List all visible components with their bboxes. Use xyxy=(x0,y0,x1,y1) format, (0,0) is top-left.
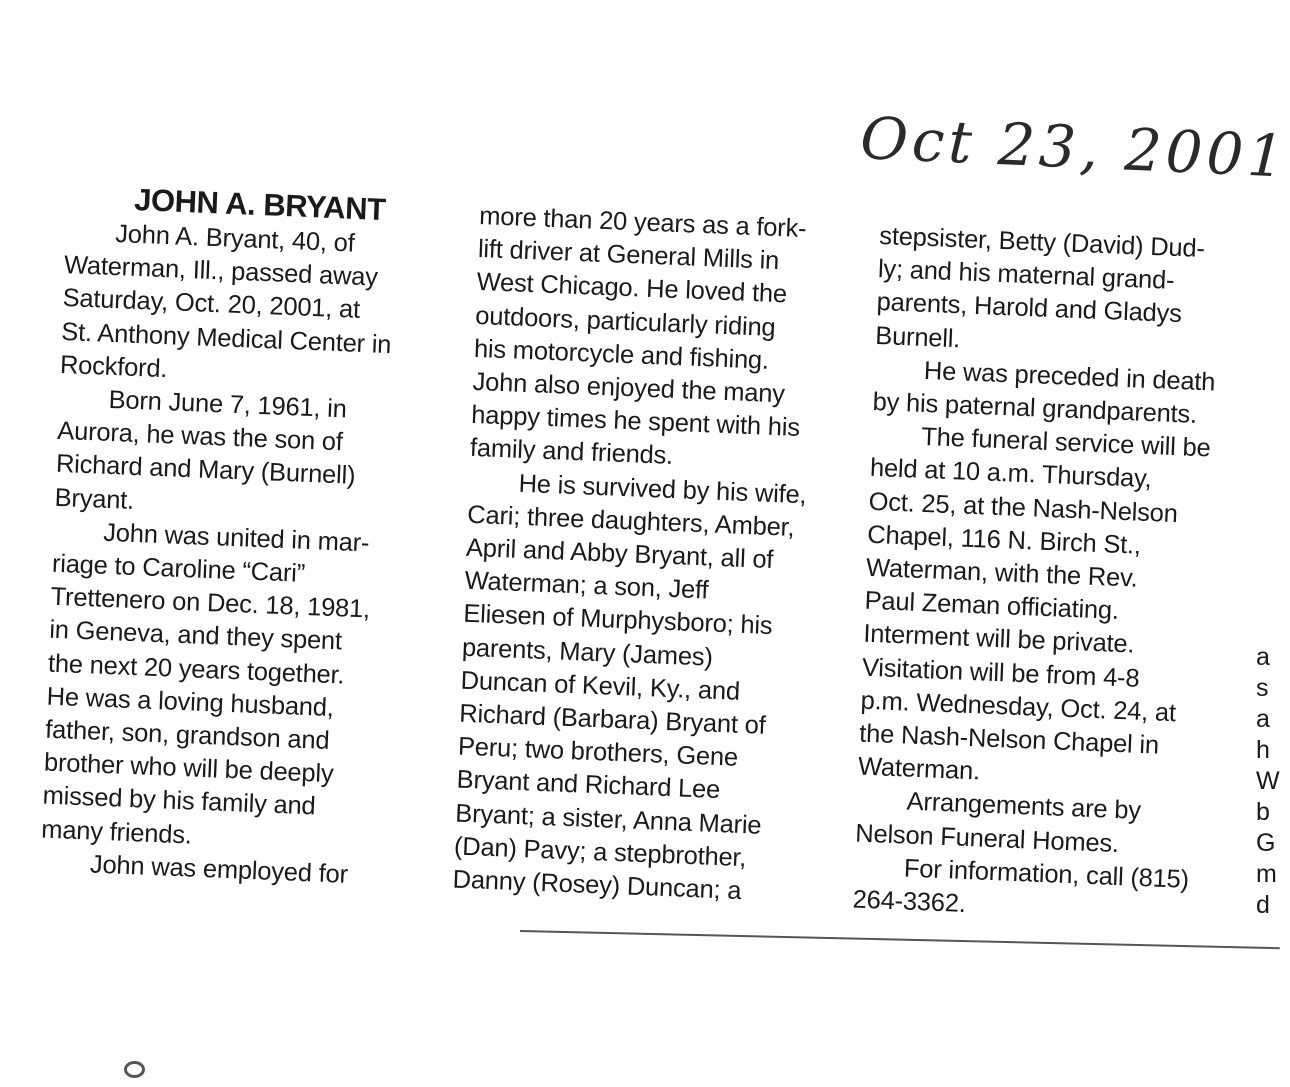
punch-hole-icon xyxy=(124,1061,145,1078)
handwritten-date: Oct 23, 2001 xyxy=(859,104,1290,191)
paragraph: John A. Bryant, 40, of Waterman, Ill., passed away Saturday, Oct. 20, 2001, at St. Anthony Medical Center in Rockford. xyxy=(59,220,392,383)
paragraph: stepsister, Betty (David) Dud- ly; and his maternal grand- parents, Harold and Gladys Burnell. xyxy=(874,221,1206,353)
column-3 xyxy=(852,220,1255,932)
paragraph: John was united in mar- riage to Caroline “Cari” Trettenero on Dec. 18, 1981, in Geneva, and they spent the next 20 years together. He was a loving husband, father, son, grandson and brother who will be deeply missed by his family and many friends. xyxy=(40,518,371,850)
paragraph: Born June 7, 1961, in Aurora, he was the son of Richard and Mary (Burnell) Bryant. xyxy=(54,385,356,515)
adjacent-column-fragment: a s a h W b G m d xyxy=(1256,643,1280,919)
obituary-headline: JOHN A. BRYANT xyxy=(133,182,387,228)
paragraph: Arrangements are by Nelson Funeral Homes. xyxy=(854,788,1142,858)
column-2 xyxy=(452,200,865,912)
paragraph: He was preceded in death by his paternal grandparents. xyxy=(872,356,1216,429)
paragraph: John was employed for xyxy=(89,850,349,889)
paragraph: more than 20 years as a fork- lift driver at General Mills in West Chicago. He loved the outdoors, particularly riding his motorcycle and fishing. John also enjoyed the many happy times he spent with his family and friends. xyxy=(469,201,807,471)
paragraph: He is survived by his wife, Cari; three daughters, Amber, April and Abby Bryant, all of Waterman; a son, Jeff Eliesen of Murphysboro; his parents, Mary (James) Duncan of Kevil, Ky., and Richard (Barbara) Bryant of Peru; two brothers, Gene Bryant and Richard Lee Bryant; a sister, Anna Marie (Dan) Pavy; a stepbrother, Danny (Rosey) Duncan; a xyxy=(452,469,807,906)
paragraph: For information, call (815) 264-3362. xyxy=(852,854,1190,919)
paragraph: The funeral service will be held at 10 a.m. Thursday, Oct. 25, at the Nash-Nelson Chapel, 116 N. Birch St., Waterman, with the Rev. Paul Zeman officiating. Interment will be private. Visitation will be from 4-8 p.m. Wednesday, Oct. 24, at the Nash-Nelson Chapel in Waterman. xyxy=(857,423,1212,786)
column-1 xyxy=(39,216,465,896)
